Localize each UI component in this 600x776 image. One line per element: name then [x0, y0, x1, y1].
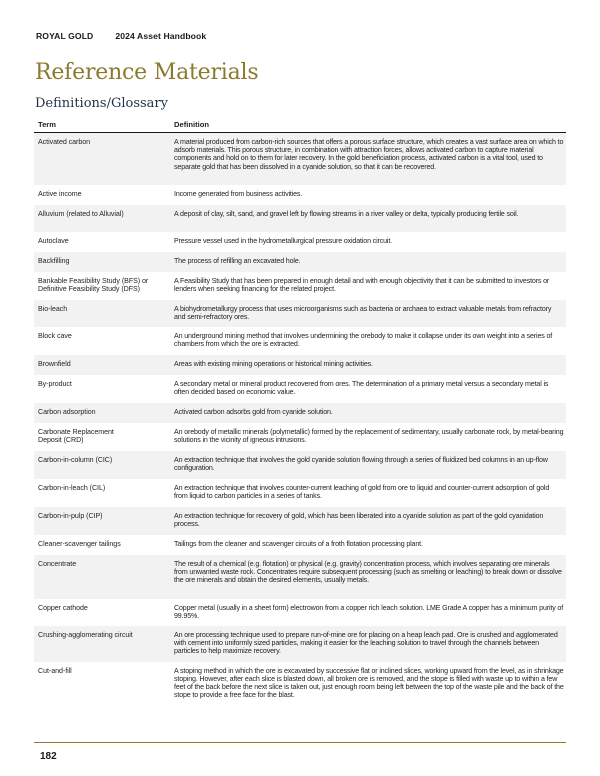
table-row [34, 626, 566, 662]
definition-text: An extraction technique that involves the gold cyanide solution flowing through a series of fluidized bed columns in an up-flow configuration. [174, 455, 548, 472]
table-row [34, 272, 566, 300]
table-row [34, 507, 566, 535]
term-cell [34, 555, 170, 599]
term-cell [34, 423, 170, 451]
term-cell [34, 375, 170, 403]
column-header-definition: Definition [170, 118, 566, 133]
definition-text: Areas with existing mining operations or historical mining activities. [174, 359, 373, 368]
document-name: 2024 Asset Handbook [115, 31, 207, 41]
term-cell [34, 300, 170, 327]
definition-cell [170, 232, 566, 252]
table-row [34, 232, 566, 252]
term-cell [34, 252, 170, 272]
definition-cell [170, 300, 566, 327]
definition-cell [170, 272, 566, 300]
definition-cell [170, 555, 566, 599]
definition-text: A secondary metal or mineral product recovered from ores. The determination of a primary metal versus a secondary metal is often decided based on economic value. [174, 379, 549, 396]
term-text: Block cave [38, 331, 72, 340]
term-cell [34, 662, 170, 722]
table-row [34, 327, 566, 355]
table-row [34, 599, 566, 626]
definition-text: The process of refilling an excavated hole. [174, 256, 301, 265]
definition-cell [170, 626, 566, 662]
term-text: Activated carbon [38, 138, 91, 146]
definition-cell [170, 662, 566, 722]
definition-cell [170, 355, 566, 375]
definition-cell [170, 133, 566, 185]
definition-text: A stoping method in which the ore is excavated by successive flat or inclined slices, working upward from the level, as in shrinkage stoping. However, after each slice is blasted down, all broken ore is removed, and the stope is filled with waste up to within a few feet of the back before the next slice is taken out, just enough room being left between the top of the waste pile and the back of the stope to provide a free face for the blast. [174, 666, 564, 700]
definition-cell [170, 252, 566, 272]
term-cell [34, 626, 170, 662]
term-cell [34, 451, 170, 479]
definition-cell [170, 507, 566, 535]
definition-text: An ore processing technique used to prepare run-of-mine ore for placing on a heap leach pad. Ore is crushed and agglomerated with cement into uniformly sized particles, making it easier for the leaching solution to travel through the channels between particles to help maximize recovery. [174, 630, 558, 655]
term-text: Cleaner-scavenger tailings [38, 539, 121, 548]
term-text: Bankable Feasibility Study (BFS) or [38, 276, 149, 285]
table-row [34, 535, 566, 555]
table-row [34, 423, 566, 451]
table-row [34, 205, 566, 232]
term-cell [34, 479, 170, 507]
term-text: Deposit (CRD) [38, 435, 84, 444]
table-row [34, 403, 566, 423]
term-text: Carbon-in-pulp (CIP) [38, 511, 103, 520]
term-cell [34, 133, 170, 185]
definition-text: Pressure vessel used in the hydrometallurgical pressure oxidation circuit. [174, 236, 392, 245]
term-text: Copper cathode [38, 603, 88, 612]
table-row [34, 252, 566, 272]
table-row [34, 555, 566, 599]
definition-text: Copper metal (usually in a sheet form) electrowon from a copper rich leach solution. LME Grade A copper has a minimum purity of 99.95%. [174, 603, 564, 620]
table-row [34, 662, 566, 722]
definition-cell [170, 185, 566, 205]
table-row [34, 451, 566, 479]
footer-divider [34, 742, 566, 743]
table-row [34, 355, 566, 375]
table-row [34, 133, 566, 185]
term-cell [34, 232, 170, 252]
definition-text: The result of a chemical (e.g. flotation) or physical (e.g. gravity) concentration process, which involves separating ore minerals from unwanted waste rock. Concentrates require subsequent processing (such as smelting or leaching) to break down or dissolve the ore minerals and obtain the desired elements, usually metals. [174, 559, 562, 584]
definition-text: An underground mining method that involves undermining the orebody to make it collapse under its own weight into a series of chambers from which the ore is extracted. [174, 331, 553, 348]
page-title: Reference Materials [35, 60, 259, 85]
definition-cell [170, 375, 566, 403]
definition-text: A Feasibility Study that has been prepared in enough detail and with enough objectivity that it can be submitted to investors or lenders when seeking financing for the related project. [174, 276, 550, 293]
term-text: Concentrate [38, 559, 77, 568]
definition-text: An extraction technique that involves counter-current leaching of gold from ore to liquid and counter-current adsorption of gold from liquid to carbon particles in a series of tanks. [174, 483, 550, 500]
section-title: Definitions/Glossary [35, 96, 168, 111]
term-text: Definitive Feasibility Study (DFS) [38, 284, 140, 293]
term-cell [34, 403, 170, 423]
definition-cell [170, 327, 566, 355]
term-text: Carbon adsorption [38, 407, 96, 416]
company-name: ROYAL GOLD [36, 31, 94, 41]
table-row [34, 479, 566, 507]
definition-cell [170, 479, 566, 507]
term-text: Carbon-in-column (CIC) [38, 455, 113, 464]
term-cell [34, 355, 170, 375]
glossary-table [34, 118, 566, 722]
page-header [36, 31, 206, 41]
definition-cell [170, 535, 566, 555]
term-text: Active income [38, 189, 82, 198]
definition-cell [170, 205, 566, 232]
table-row [34, 185, 566, 205]
term-cell [34, 272, 170, 300]
term-text: Carbonate Replacement [38, 427, 114, 436]
term-cell [34, 205, 170, 232]
definition-text: Tailings from the cleaner and scavenger circuits of a froth flotation processing plant. [174, 539, 423, 548]
term-text: Crushing-agglomerating circuit [38, 630, 133, 639]
table-row [34, 300, 566, 327]
page-number: 182 [40, 751, 57, 762]
table-row [34, 375, 566, 403]
definition-cell [170, 403, 566, 423]
term-cell [34, 535, 170, 555]
glossary-body [34, 133, 566, 722]
term-text: Brownfield [38, 359, 71, 368]
term-text: Cut-and-fill [38, 666, 72, 675]
column-header-term: Term [34, 118, 170, 133]
term-text: Backfilling [38, 256, 70, 265]
table-header-row [34, 118, 566, 133]
definition-text: A material produced from carbon-rich sources that offers a porous surface structure, which creates a vast surface area on which to adsorb materials. This porous structure, in combination with attraction forces, allows activated carbon to capture material components and hold on to them for later recovery. In the gold beneficiation process, activated carbon is a vital tool, used to separate gold that has been dissolved in a cyanide solution, so that it can be recovered. [174, 138, 564, 171]
definition-text: An orebody of metallic minerals (polymetallic) formed by the replacement of sedimentary, usually carbonate rock, by metal-bearing solutions in the vicinity of igneous intrusions. [174, 427, 564, 444]
term-cell [34, 599, 170, 626]
definition-text: A deposit of clay, silt, sand, and gravel left by flowing streams in a river valley or delta, typically producing fertile soil. [174, 209, 519, 218]
term-text: By-product [38, 379, 72, 388]
term-text: Autoclave [38, 236, 69, 245]
definition-text: An extraction technique for recovery of gold, which has been liberated into a cyanide solution as part of the gold cyanidation process. [174, 511, 544, 528]
definition-text: Income generated from business activities. [174, 189, 303, 198]
term-cell [34, 507, 170, 535]
term-text: Alluvium (related to Alluvial) [38, 209, 124, 218]
term-text: Carbon-in-leach (CIL) [38, 483, 106, 492]
definition-cell [170, 423, 566, 451]
term-text: Bio-leach [38, 304, 68, 313]
definition-text: A biohydrometallurgy process that uses microorganisms such as bacteria or archaea to extract valuable metals from refractory and semi-refractory ores. [174, 304, 552, 321]
term-cell [34, 327, 170, 355]
definition-cell [170, 599, 566, 626]
definition-text: Activated carbon adsorbs gold from cyanide solution. [174, 407, 333, 416]
definition-cell [170, 451, 566, 479]
term-cell [34, 185, 170, 205]
